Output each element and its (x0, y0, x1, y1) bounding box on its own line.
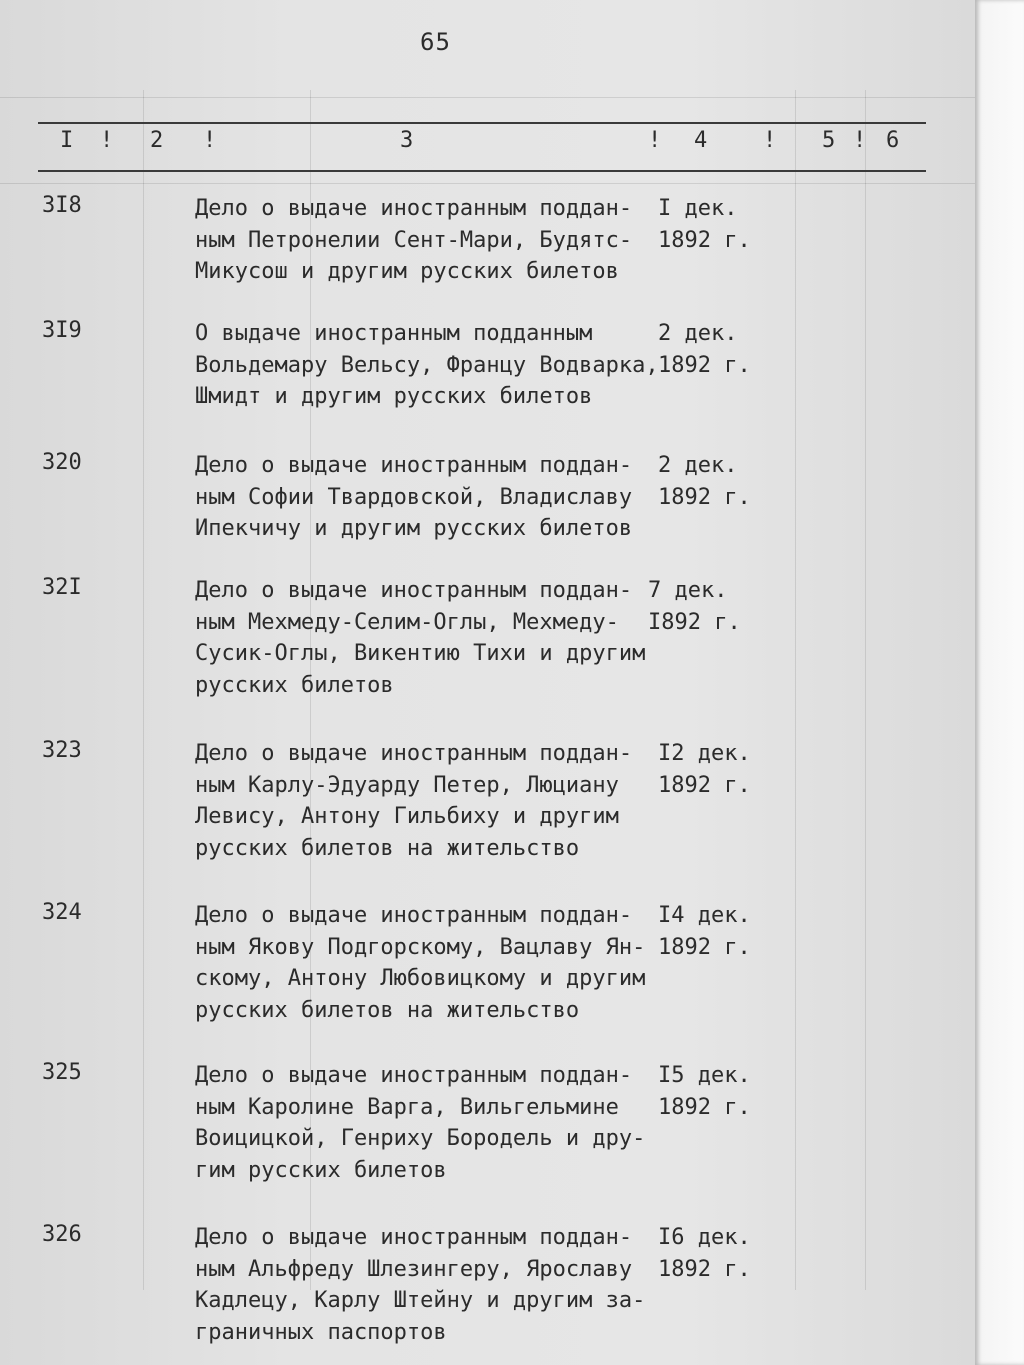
entry-title: Дело о выдаче иностранным поддан- ным Каролине Варга, Вильгельмине Воицицкой, Генриху Бородель и дру- гим русских билетов (195, 1063, 646, 1183)
entry-title: Дело о выдаче иностранным поддан- ным Альфреду Шлезингеру, Ярославу Кадлецу, Карлу Штейну и другим за- граничных паспортов (195, 1225, 646, 1345)
column-header-4: 4 (694, 128, 708, 153)
entry-date: I5 дек. 1892 г. (658, 1063, 751, 1120)
entry-number: 326 (42, 1222, 82, 1247)
entry-date: I6 дек. 1892 г. (658, 1225, 751, 1282)
show-through-line (0, 183, 975, 184)
entry-title: Дело о выдаче иностранным поддан- ным Мехмеду-Селим-Оглы, Мехмеду- Сусик-Оглы, Викентию Тихи и другим русских билетов (195, 578, 646, 698)
page-edge (975, 0, 1024, 1365)
entry-date: 2 дек. 1892 г. (658, 321, 751, 378)
entry-title: Дело о выдаче иностранным поддан- ным Софии Твардовской, Владиславу Ипекчичу и другим русских билетов (195, 453, 633, 541)
entry-title: Дело о выдаче иностранным поддан- ным Карлу-Эдуарду Петер, Люциану Левису, Антону Гильбиху и другим русских билетов на жительство (195, 741, 633, 861)
column-separator: ! (648, 128, 662, 153)
entry-date: I дек. 1892 г. (658, 196, 751, 253)
entry-date: I4 дек. 1892 г. (658, 903, 751, 960)
entry-number: 325 (42, 1060, 82, 1085)
column-header-5: 5 (822, 128, 836, 153)
column-header-6: 6 (886, 128, 900, 153)
show-through-line (795, 90, 796, 1290)
header-top-rule (38, 122, 926, 124)
entry-title: О выдаче иностранным подданным Вольдемару Вельсу, Францу Водварка, Шмидт и другим русских билетов (195, 321, 659, 409)
entry-number: 324 (42, 900, 82, 925)
header-bottom-rule (38, 170, 926, 172)
column-header-3: 3 (400, 128, 414, 153)
entry-date: I2 дек. 1892 г. (658, 741, 751, 798)
column-separator: ! (203, 128, 217, 153)
entry-number: 320 (42, 450, 82, 475)
entry-number: 32I (42, 575, 82, 600)
entry-date: 2 дек. 1892 г. (658, 453, 751, 510)
entry-number: 323 (42, 738, 82, 763)
page-number: 65 (420, 28, 451, 56)
entry-number: 3I8 (42, 193, 82, 218)
show-through-line (865, 90, 866, 1290)
column-separator: ! (853, 128, 867, 153)
entry-title: Дело о выдаче иностранным поддан- ным Якову Подгорскому, Вацлаву Ян- скому, Антону Любовицкому и другим русских билетов на жительство (195, 903, 646, 1023)
column-header-2: 2 (150, 128, 164, 153)
column-header-1: I (60, 128, 74, 153)
entry-title: Дело о выдаче иностранным поддан- ным Петронелии Сент-Мари, Будятс- Микусош и другим русских билетов (195, 196, 633, 284)
show-through-line (0, 97, 975, 98)
entry-date: 7 дек. I892 г. (648, 578, 741, 635)
column-separator: ! (763, 128, 777, 153)
column-separator: ! (100, 128, 114, 153)
show-through-line (143, 90, 144, 1290)
entry-number: 3I9 (42, 318, 82, 343)
